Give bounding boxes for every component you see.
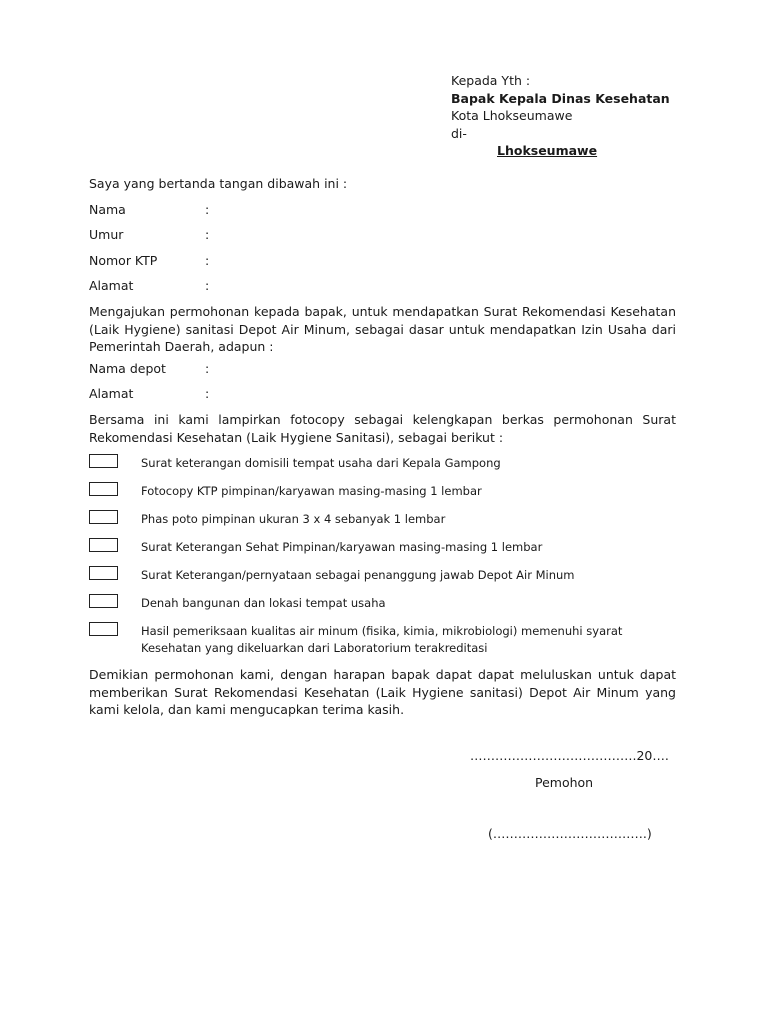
checkbox[interactable]: [89, 538, 118, 552]
checklist-item: Denah bangunan dan lokasi tempat usaha: [141, 596, 386, 610]
field-colon: :: [205, 386, 210, 401]
checkbox[interactable]: [89, 510, 118, 524]
recipient-city-line: Kota Lhokseumawe: [451, 108, 573, 123]
field-label-umur: Umur: [89, 227, 124, 242]
checklist-item: Surat Keterangan Sehat Pimpinan/karyawan masing-masing 1 lembar: [141, 540, 543, 554]
closing-paragraph: Demikian permohonan kami, dengan harapan bapak dapat dapat meluluskan untuk dapat memberikan Surat Rekomendasi Kesehatan (Laik Hygiene sanitasi) Depot Air Minum yang kami kelola, dan kami mengucapkan terima kasih.: [89, 667, 676, 717]
field-colon: :: [205, 278, 210, 293]
checklist-item: Surat keterangan domisili tempat usaha dari Kepala Gampong: [141, 456, 501, 470]
checkbox[interactable]: [89, 622, 118, 636]
checklist-item: Fotocopy KTP pimpinan/karyawan masing-masing 1 lembar: [141, 484, 482, 498]
field-label-nomor-ktp: Nomor KTP: [89, 253, 158, 268]
signature-date-line: ………………………………….20….: [470, 748, 669, 763]
recipient-block: [451, 72, 670, 160]
request-paragraph: Mengajukan permohonan kepada bapak, untuk mendapatkan Surat Rekomendasi Kesehatan (Laik Hygiene) sanitasi Depot Air Minum, sebagai dasar untuk mendapatkan Izin Usaha dari Pemerintah Daerah, adapun :: [89, 304, 676, 354]
recipient-title: Bapak Kepala Dinas Kesehatan: [451, 90, 670, 106]
signature-role: Pemohon: [535, 775, 594, 790]
field-label-nama-depot: Nama depot: [89, 361, 166, 376]
checklist-item: Surat Keterangan/pernyataan sebagai penanggung jawab Depot Air Minum: [141, 568, 575, 582]
recipient-city: Lhokseumawe: [497, 143, 598, 158]
field-colon: :: [205, 361, 210, 376]
signature-name-line: (……………………………….): [488, 826, 652, 841]
field-colon: :: [205, 202, 210, 217]
field-label-nama: Nama: [89, 202, 126, 217]
recipient-di: di-: [451, 125, 467, 141]
intro-text: Saya yang bertanda tangan dibawah ini :: [89, 176, 348, 191]
attachment-paragraph: Bersama ini kami lampirkan fotocopy sebagai kelengkapan berkas permohonan Surat Rekomendasi Kesehatan (Laik Hygiene Sanitasi), sebagai berikut :: [89, 412, 676, 445]
checkbox[interactable]: [89, 594, 118, 608]
checkbox[interactable]: [89, 566, 118, 580]
field-label-alamat: Alamat: [89, 278, 134, 293]
field-colon: :: [205, 253, 210, 268]
recipient-greeting: Kepada Yth :: [451, 73, 531, 88]
checklist-item: Hasil pemeriksaan kualitas air minum (fisika, kimia, mikrobiologi) memenuhi syarat Kesehatan yang dikeluarkan dari Laboratorium terakreditasi: [141, 624, 623, 655]
field-colon: :: [205, 227, 210, 242]
field-label-alamat-depot: Alamat: [89, 386, 134, 401]
checkbox[interactable]: [89, 482, 118, 496]
checklist-item: Phas poto pimpinan ukuran 3 x 4 sebanyak 1 lembar: [141, 512, 446, 526]
checkbox[interactable]: [89, 454, 118, 468]
